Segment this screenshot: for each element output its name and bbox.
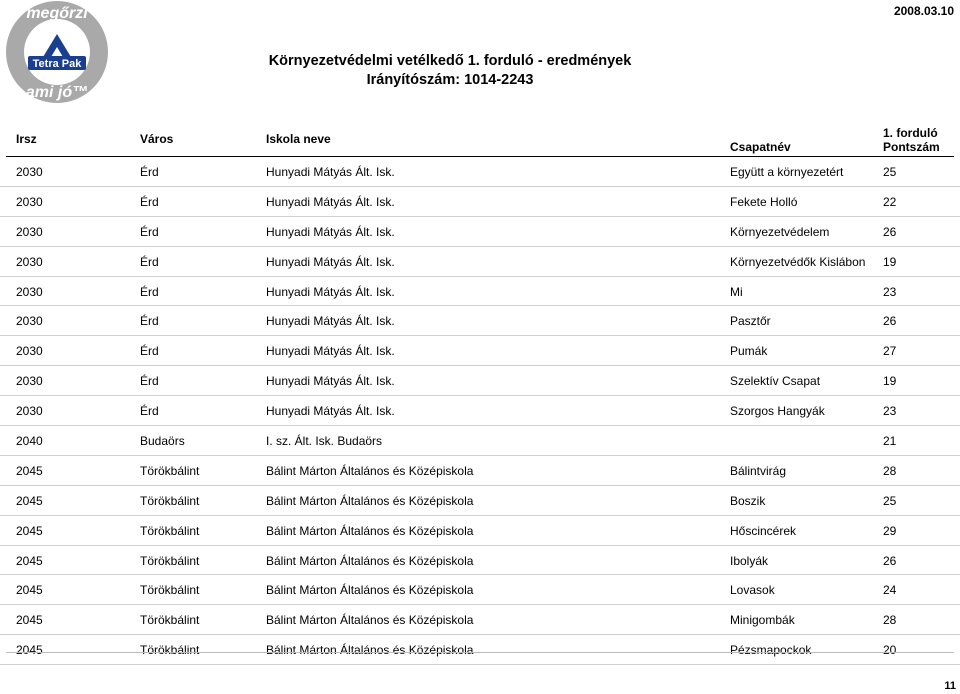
table-row (0, 635, 960, 665)
cell-varos: Érd (140, 165, 159, 179)
header-iskola: Iskola neve (266, 132, 331, 146)
table-row (0, 336, 960, 366)
page-title (0, 52, 900, 90)
table-row (0, 277, 960, 307)
cell-varos: Érd (140, 194, 159, 209)
cell-varos: Törökbálint (140, 493, 200, 508)
cell-irsz: 2030 (16, 314, 43, 329)
cell-csapat: Fekete Holló (730, 194, 798, 209)
table-row (0, 426, 960, 456)
logo-top-text: megőrzi (26, 5, 88, 22)
cell-irsz: 2030 (16, 284, 43, 299)
cell-irsz: 2045 (16, 583, 43, 598)
cell-irsz: 2045 (16, 493, 43, 508)
cell-iskola: Bálint Márton Általános és Középiskola (266, 553, 474, 568)
cell-iskola: Bálint Márton Általános és Középiskola (266, 493, 474, 508)
cell-pont: 28 (883, 463, 897, 478)
table-bottom-divider (6, 652, 954, 653)
cell-csapat: Környezetvédelem (730, 224, 830, 239)
cell-csapat: Szelektív Csapat (730, 374, 821, 389)
cell-irsz: 2030 (16, 254, 43, 269)
header-csapat: Csapatnév (730, 140, 791, 154)
logo-bottom-text: ami jó™ (25, 84, 89, 101)
table-row (0, 396, 960, 426)
cell-iskola: Bálint Márton Általános és Középiskola (266, 583, 474, 598)
header-irsz: Irsz (16, 132, 37, 146)
cell-pont: 26 (883, 553, 897, 568)
logo-brand: Tetra Pak (32, 58, 82, 70)
cell-irsz: 2045 (16, 553, 43, 568)
cell-csapat: Bálintvirág (730, 463, 787, 478)
cell-irsz: 2030 (16, 374, 43, 389)
cell-csapat: Hőscincérek (730, 523, 797, 538)
cell-pont: 20 (883, 643, 897, 658)
cell-varos: Törökbálint (140, 463, 200, 478)
cell-varos: Törökbálint (140, 553, 200, 568)
cell-irsz: 2030 (16, 344, 43, 359)
cell-irsz: 2030 (16, 165, 43, 179)
cell-irsz: 2045 (16, 523, 43, 538)
cell-varos: Törökbálint (140, 643, 200, 658)
cell-csapat: Mi (730, 284, 743, 299)
cell-iskola: Hunyadi Mátyás Ált. Isk. (266, 194, 395, 209)
cell-pont: 25 (883, 493, 897, 508)
table-row (0, 605, 960, 635)
cell-iskola: I. sz. Ált. Isk. Budaörs (266, 434, 383, 449)
cell-varos: Érd (140, 404, 159, 419)
table-row (0, 306, 960, 336)
cell-pont: 23 (883, 404, 897, 419)
table-row (0, 516, 960, 546)
cell-iskola: Hunyadi Mátyás Ált. Isk. (266, 344, 395, 359)
cell-iskola: Hunyadi Mátyás Ált. Isk. (266, 254, 395, 269)
table-row (0, 217, 960, 247)
cell-csapat: Környezetvédők Kislábon (730, 254, 866, 269)
cell-pont: 25 (883, 165, 897, 179)
header-pont-line1: 1. forduló (883, 126, 938, 140)
table-row (0, 486, 960, 516)
cell-csapat: Minigombák (730, 613, 795, 628)
cell-pont: 27 (883, 344, 897, 359)
cell-varos: Törökbálint (140, 613, 200, 628)
cell-pont: 19 (883, 374, 897, 389)
cell-irsz: 2030 (16, 194, 43, 209)
table-row (0, 366, 960, 396)
cell-csapat: Pumák (730, 344, 768, 359)
cell-varos: Érd (140, 374, 159, 389)
cell-iskola: Bálint Márton Általános és Középiskola (266, 523, 474, 538)
page-number: 11 (944, 680, 956, 692)
header-varos: Város (140, 132, 174, 146)
cell-pont: 24 (883, 583, 897, 598)
table-row (0, 247, 960, 277)
cell-csapat: Ibolyák (730, 553, 769, 568)
cell-pont: 28 (883, 613, 897, 628)
cell-iskola: Hunyadi Mátyás Ált. Isk. (266, 224, 395, 239)
cell-irsz: 2045 (16, 643, 43, 658)
cell-iskola: Bálint Márton Általános és Középiskola (266, 613, 474, 628)
cell-pont: 23 (883, 284, 897, 299)
cell-iskola: Bálint Márton Általános és Középiskola (266, 463, 474, 478)
cell-csapat: Pasztőr (730, 314, 771, 329)
cell-iskola: Hunyadi Mátyás Ált. Isk. (266, 404, 395, 419)
table-row (0, 187, 960, 217)
cell-irsz: 2045 (16, 463, 43, 478)
cell-iskola: Hunyadi Mátyás Ált. Isk. (266, 165, 395, 179)
cell-iskola: Hunyadi Mátyás Ált. Isk. (266, 284, 395, 299)
cell-irsz: 2030 (16, 224, 43, 239)
cell-csapat: Együtt a környezetért (730, 165, 844, 179)
report-date: 2008.03.10 (893, 4, 954, 18)
cell-varos: Érd (140, 254, 159, 269)
cell-csapat: Boszik (730, 493, 766, 508)
title-postal-range: Irányítószám: 1014-2243 (366, 72, 534, 88)
cell-pont: 29 (883, 523, 897, 538)
table-row (0, 157, 960, 187)
cell-irsz: 2040 (16, 434, 43, 449)
table-row (0, 575, 960, 605)
cell-pont: 22 (883, 194, 897, 209)
cell-csapat: Pézsmapockok (730, 643, 812, 658)
cell-pont: 26 (883, 314, 897, 329)
title-main: Környezetvédelmi vetélkedő 1. forduló - eredmények (268, 53, 632, 69)
cell-csapat: Szorgos Hangyák (730, 404, 825, 419)
cell-irsz: 2045 (16, 613, 43, 628)
cell-iskola: Bálint Márton Általános és Középiskola (266, 643, 474, 658)
results-table-body (0, 157, 960, 665)
cell-varos: Érd (140, 284, 159, 299)
cell-iskola: Hunyadi Mátyás Ált. Isk. (266, 374, 395, 389)
cell-irsz: 2030 (16, 404, 43, 419)
table-row (0, 456, 960, 486)
cell-varos: Törökbálint (140, 583, 200, 598)
cell-csapat: Lovasok (730, 583, 775, 598)
table-header (0, 126, 960, 156)
header-pont-line2: Pontszám (883, 140, 940, 154)
cell-varos: Törökbálint (140, 523, 200, 538)
cell-iskola: Hunyadi Mátyás Ált. Isk. (266, 314, 395, 329)
cell-pont: 21 (883, 434, 897, 449)
cell-varos: Érd (140, 344, 159, 359)
table-row (0, 546, 960, 576)
cell-varos: Budaörs (140, 434, 185, 449)
cell-pont: 26 (883, 224, 897, 239)
cell-pont: 19 (883, 254, 897, 269)
cell-varos: Érd (140, 314, 159, 329)
cell-varos: Érd (140, 224, 159, 239)
